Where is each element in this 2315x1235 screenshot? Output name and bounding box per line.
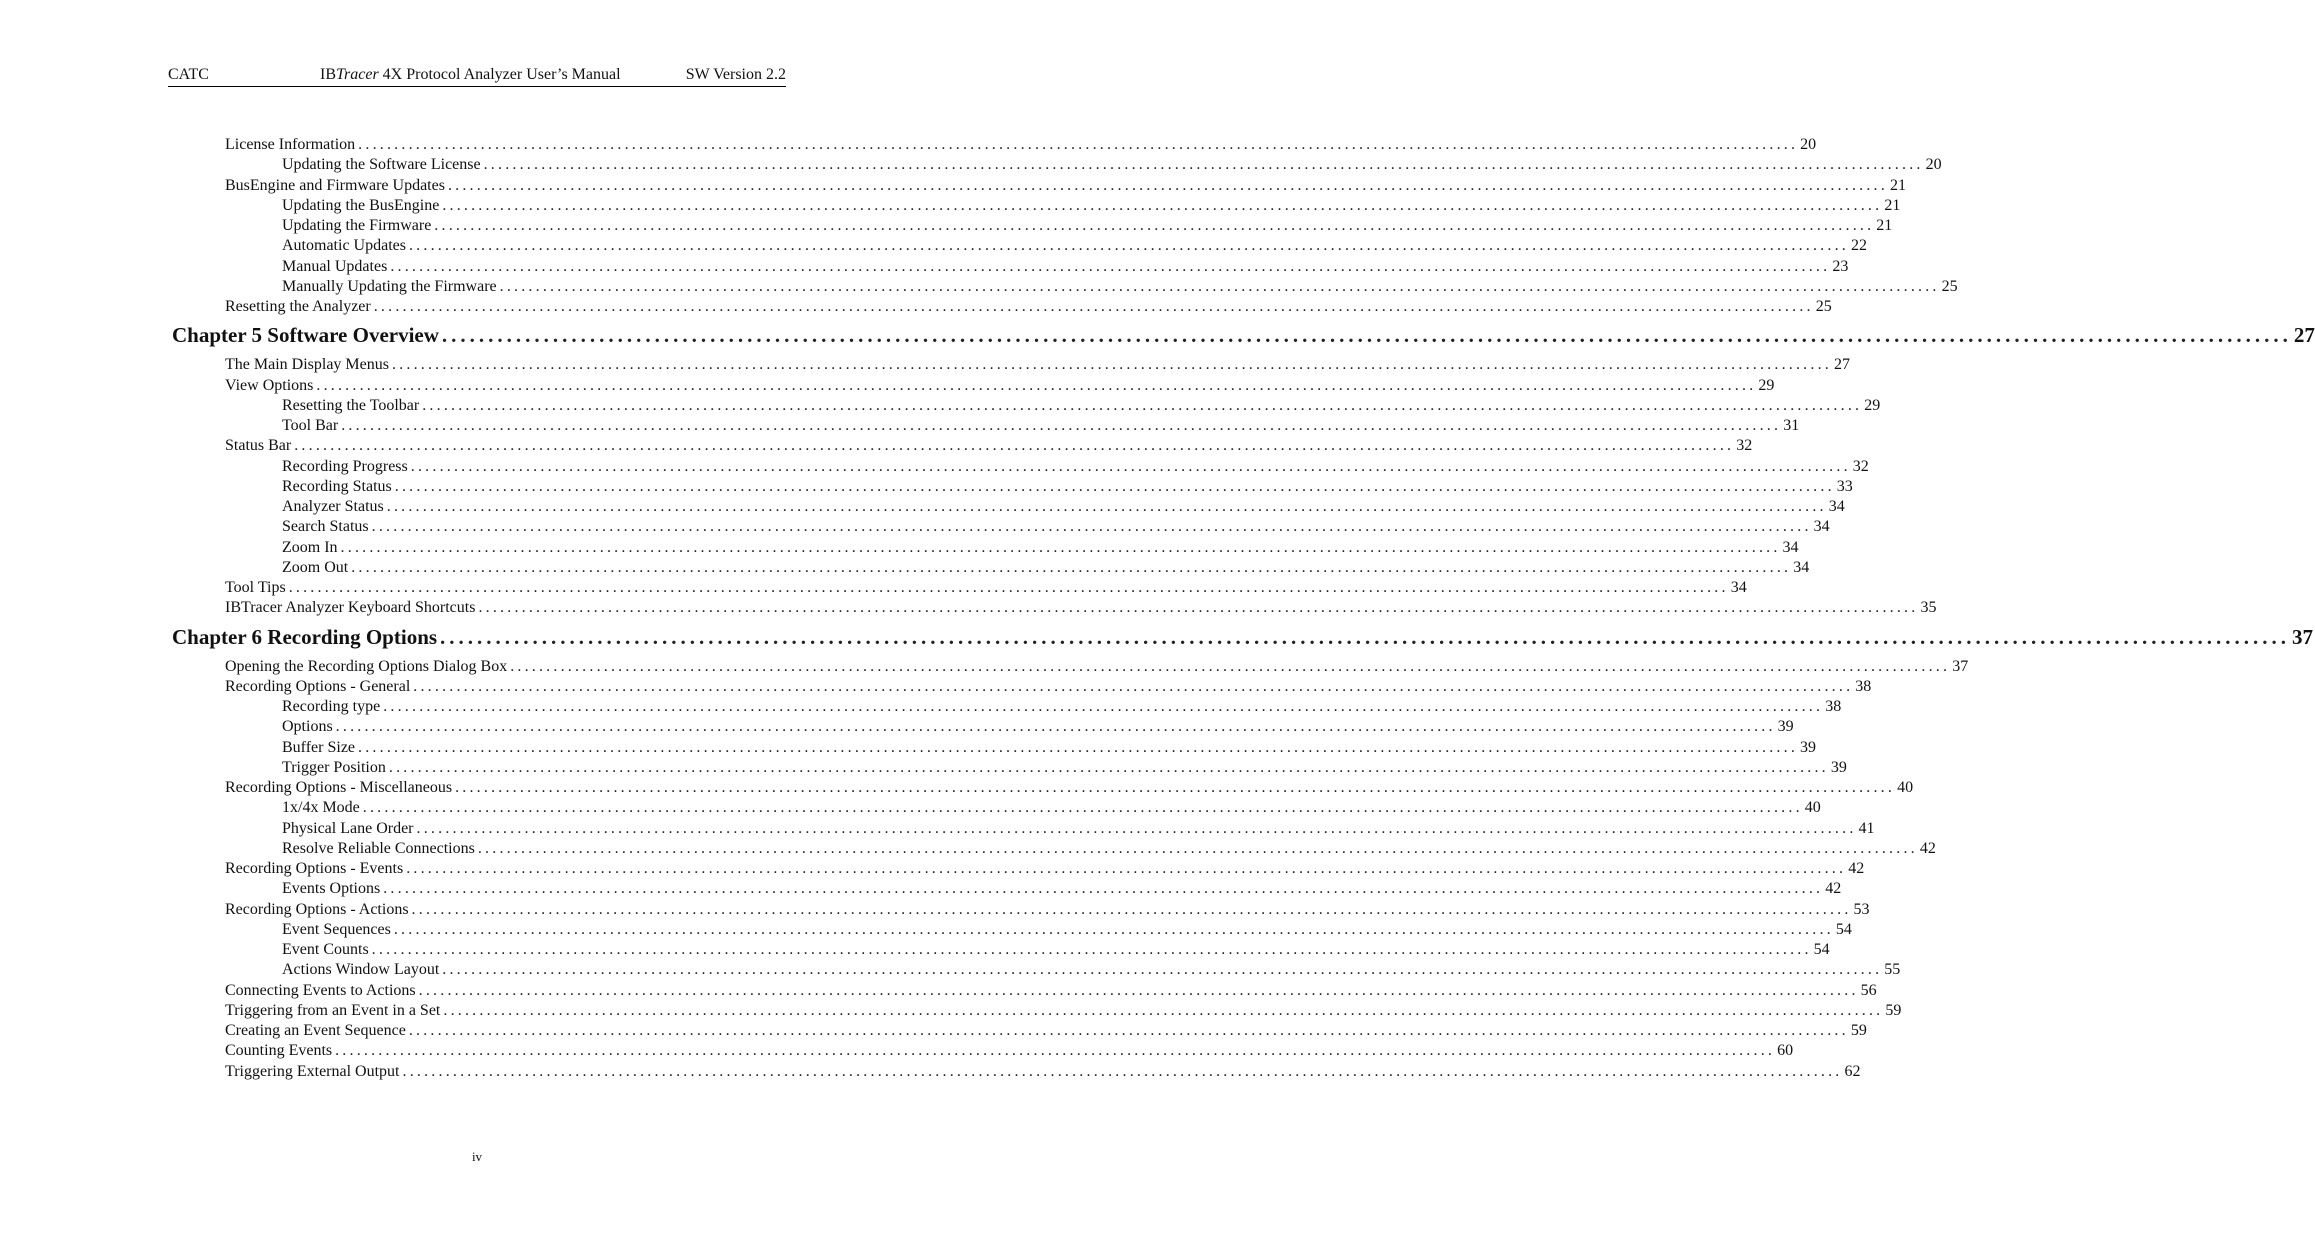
toc-entry[interactable] xyxy=(225,981,1877,1001)
toc-leader-dots: ........................................................................................................................................................................................................ xyxy=(406,860,1847,877)
toc-entry-title: Tool Tips xyxy=(225,579,286,596)
toc-entry-page: 40 xyxy=(1804,799,1821,817)
toc-entry-title: Recording type xyxy=(282,698,381,715)
toc-entry-title: Updating the Firmware xyxy=(282,217,432,234)
toc-entry[interactable] xyxy=(225,1001,1902,1021)
toc-entry[interactable] xyxy=(282,216,1893,236)
toc-leader-dots: ........................................................................................................................................................................................................ xyxy=(442,961,1883,979)
toc-leader-dots: ........................................................................................................................................................................................................ xyxy=(316,376,1757,394)
toc-entry-title: Analyzer Status xyxy=(282,498,384,515)
toc-entry[interactable] xyxy=(282,920,1852,940)
toc-entry-title: Resolve Reliable Connections xyxy=(282,839,475,857)
toc-entry-page: 20 xyxy=(1925,156,1942,174)
toc-entry-title: Status Bar xyxy=(225,437,292,455)
toc-entry-title: Chapter 6 Recording Options xyxy=(172,624,438,649)
toc-entry-title: Opening the Recording Options Dialog Box xyxy=(225,657,508,675)
toc-entry[interactable] xyxy=(282,940,1830,960)
toc-entry-title: Physical Lane Order xyxy=(282,819,414,837)
toc-leader-dots: ........................................................................................................................................................................................................ xyxy=(434,217,1875,234)
toc-entry[interactable] xyxy=(225,1041,1794,1061)
toc-entry[interactable] xyxy=(282,416,1800,436)
toc-leader-dots: ........................................................................................................................................................................................................ xyxy=(413,677,1854,695)
toc-entry-title: Tool Bar xyxy=(282,417,339,434)
toc-entry-page: 20 xyxy=(1800,136,1817,153)
toc-entry[interactable] xyxy=(225,859,1865,879)
toc-entry-page: 23 xyxy=(1832,257,1849,275)
toc-entry[interactable] xyxy=(282,396,1881,416)
toc-entry-page: 38 xyxy=(1825,698,1842,715)
toc-entry-title: Recording Status xyxy=(282,477,392,495)
toc-leader-dots: ........................................................................................................................................................................................................ xyxy=(441,323,2292,348)
header-title-rest: 4X Protocol Analyzer User’s Manual xyxy=(378,66,621,83)
toc-entry-title: Recording Options - General xyxy=(225,677,411,695)
toc-leader-dots: ........................................................................................................................................................................................................ xyxy=(371,518,1812,536)
toc-entry-page: 25 xyxy=(1941,277,1958,295)
toc-entry-page: 42 xyxy=(1919,839,1936,857)
toc-entry-page: 39 xyxy=(1830,758,1847,776)
toc-entry-title: Counting Events xyxy=(225,1042,333,1060)
toc-leader-dots: ........................................................................................................................................................................................................ xyxy=(388,758,1829,776)
toc-leader-dots: ........................................................................................................................................................................................................ xyxy=(294,437,1735,455)
toc-entry[interactable] xyxy=(282,477,1853,497)
toc-leader-dots: ........................................................................................................................................................................................................ xyxy=(383,698,1824,715)
toc-entry-title: Triggering External Output xyxy=(225,1062,400,1080)
toc-leader-dots: ........................................................................................................................................................................................................ xyxy=(478,599,1919,617)
toc-leader-dots: ........................................................................................................................................................................................................ xyxy=(411,900,1852,918)
toc-entry[interactable] xyxy=(282,236,1867,256)
toc-leader-dots: ........................................................................................................................................................................................................ xyxy=(390,257,1831,275)
toc-entry-title: Recording Options - Actions xyxy=(225,900,409,918)
toc-entry[interactable] xyxy=(282,558,1810,578)
toc-entry[interactable] xyxy=(225,1021,1867,1041)
toc-entry-page: 60 xyxy=(1777,1042,1794,1060)
toc-entry[interactable] xyxy=(225,657,1969,677)
toc-leader-dots: ........................................................................................................................................................................................................ xyxy=(410,457,1851,475)
toc-entry[interactable] xyxy=(225,578,1747,598)
toc-leader-dots: ........................................................................................................................................................................................................ xyxy=(288,579,1729,596)
toc-entry-title: Recording Options - Miscellaneous xyxy=(225,779,453,796)
toc-leader-dots: ........................................................................................................................................................................................................ xyxy=(443,1001,1884,1019)
toc-entry-page: 35 xyxy=(1920,599,1937,617)
header-title-italic: Tracer xyxy=(336,66,379,83)
toc-entry-title: View Options xyxy=(225,376,314,394)
toc-entry-title: Event Counts xyxy=(282,941,369,958)
toc-entry[interactable] xyxy=(225,900,1870,920)
toc-leader-dots: ........................................................................................................................................................................................................ xyxy=(402,1062,1843,1080)
toc-entry[interactable] xyxy=(282,839,1936,859)
toc-leader-dots: ........................................................................................................................................................................................................ xyxy=(440,624,2291,649)
toc-entry-page: 34 xyxy=(1813,518,1830,536)
toc-entry[interactable] xyxy=(282,517,1830,537)
toc-entry-page: 25 xyxy=(1815,298,1832,315)
toc-entry-page: 29 xyxy=(1758,376,1775,394)
toc-entry-page: 21 xyxy=(1889,176,1906,194)
toc-entry-page: 31 xyxy=(1783,417,1800,434)
toc-entry-title: Chapter 5 Software Overview xyxy=(172,323,439,348)
toc-leader-dots: ........................................................................................................................................................................................................ xyxy=(416,819,1857,837)
toc-entry[interactable] xyxy=(225,598,1937,618)
page-number: iv xyxy=(471,1149,483,1164)
toc-leader-dots: ........................................................................................................................................................................................................ xyxy=(499,277,1940,295)
toc-entry[interactable] xyxy=(282,960,1901,980)
toc-entry[interactable] xyxy=(282,257,1849,277)
toc-entry[interactable] xyxy=(225,778,1914,798)
toc-entry-title: Options xyxy=(282,718,333,736)
toc-entry-page: 59 xyxy=(1885,1001,1902,1019)
toc-leader-dots: ........................................................................................................................................................................................................ xyxy=(393,920,1834,938)
toc-entry-title: Manual Updates xyxy=(282,257,388,275)
toc-leader-dots: ........................................................................................................................................................................................................ xyxy=(383,880,1824,898)
toc-entry-title: Updating the Software License xyxy=(282,156,481,174)
toc-entry[interactable] xyxy=(282,538,1799,558)
toc-leader-dots: ........................................................................................................................................................................................................ xyxy=(447,176,1888,194)
toc-leader-dots: ........................................................................................................................................................................................................ xyxy=(386,498,1827,515)
toc-entry-page: 42 xyxy=(1848,860,1865,877)
toc-leader-dots: ........................................................................................................................................................................................................ xyxy=(455,779,1896,796)
toc-entry-title: Resetting the Analyzer xyxy=(225,298,371,315)
header-company: CATC xyxy=(168,66,209,83)
toc-entry-page: 34 xyxy=(1730,579,1747,596)
toc-entry[interactable] xyxy=(282,155,1942,175)
toc-leader-dots: ........................................................................................................................................................................................................ xyxy=(418,981,1859,999)
toc-entry[interactable] xyxy=(282,717,1794,737)
toc-leader-dots: ........................................................................................................................................................................................................ xyxy=(483,156,1924,174)
toc-entry[interactable] xyxy=(282,879,1842,899)
toc-entry[interactable] xyxy=(225,436,1753,456)
toc-entry-title: Manually Updating the Firmware xyxy=(282,277,497,295)
toc-entry-page: 32 xyxy=(1736,437,1753,455)
toc-entry-page: 42 xyxy=(1825,880,1842,898)
toc-entry-title: Connecting Events to Actions xyxy=(225,981,416,999)
toc-entry-title: BusEngine and Firmware Updates xyxy=(225,176,445,194)
toc-entry[interactable] xyxy=(225,677,1872,697)
toc-entry[interactable] xyxy=(282,497,1845,517)
toc-entry[interactable] xyxy=(282,697,1842,717)
toc-entry-page: 40 xyxy=(1897,779,1914,796)
toc-entry-page: 38 xyxy=(1855,677,1872,695)
header-version: SW Version 2.2 xyxy=(685,66,786,83)
toc-entry-page: 33 xyxy=(1836,477,1853,495)
toc-leader-dots: ........................................................................................................................................................................................................ xyxy=(358,738,1799,756)
toc-entry-title: Automatic Updates xyxy=(282,237,406,255)
toc-leader-dots: ........................................................................................................................................................................................................ xyxy=(371,941,1812,958)
toc-chapter-entry[interactable] xyxy=(172,321,2315,349)
toc-entry-title: Recording Progress xyxy=(282,457,408,475)
toc-entry-title: Zoom In xyxy=(282,538,338,556)
toc-leader-dots: ........................................................................................................................................................................................................ xyxy=(340,538,1781,556)
toc-entry[interactable] xyxy=(282,758,1847,778)
toc-leader-dots: ........................................................................................................................................................................................................ xyxy=(373,298,1814,315)
toc-entry-page: 37 xyxy=(1952,657,1969,675)
toc-entry-title: Event Sequences xyxy=(282,920,391,938)
toc-entry-title: 1x/4x Mode xyxy=(282,799,360,817)
toc-entry[interactable] xyxy=(225,135,1817,155)
toc-entry-page: 59 xyxy=(1850,1022,1867,1039)
toc-entry[interactable] xyxy=(282,798,1821,818)
toc-entry[interactable] xyxy=(225,176,1906,196)
toc-entry[interactable] xyxy=(225,1062,1861,1082)
toc-entry-title: Search Status xyxy=(282,518,369,536)
toc-leader-dots: ........................................................................................................................................................................................................ xyxy=(477,839,1918,857)
toc-entry-page: 34 xyxy=(1828,498,1845,515)
toc-entry-title: Resetting the Toolbar xyxy=(282,396,420,414)
toc-entry-title: License Information xyxy=(225,136,356,153)
toc-entry-page: 27 xyxy=(2293,323,2315,348)
toc-leader-dots: ........................................................................................................................................................................................................ xyxy=(408,1022,1849,1039)
toc-leader-dots: ........................................................................................................................................................................................................ xyxy=(335,718,1776,736)
toc-entry[interactable] xyxy=(282,196,1901,216)
toc-entry-title: Trigger Position xyxy=(282,758,386,776)
toc-chapter-entry[interactable] xyxy=(172,623,2314,651)
toc-entry[interactable] xyxy=(282,819,1875,839)
toc-leader-dots: ........................................................................................................................................................................................................ xyxy=(341,417,1782,434)
toc-entry-page: 22 xyxy=(1850,237,1867,255)
toc-entry[interactable] xyxy=(282,457,1869,477)
toc-entry-page: 27 xyxy=(1833,356,1850,374)
toc-entry-page: 56 xyxy=(1860,981,1877,999)
toc-leader-dots: ........................................................................................................................................................................................................ xyxy=(335,1042,1776,1060)
toc-entry-page: 37 xyxy=(2292,624,2314,649)
toc-entry-page: 21 xyxy=(1876,217,1893,234)
toc-entry-page: 54 xyxy=(1813,941,1830,958)
toc-entry-title: IBTracer Analyzer Keyboard Shortcuts xyxy=(225,599,476,617)
toc-leader-dots: ........................................................................................................................................................................................................ xyxy=(408,237,1849,255)
toc-entry[interactable] xyxy=(282,738,1817,758)
toc-entry-title: Zoom Out xyxy=(282,558,349,576)
toc-leader-dots: ........................................................................................................................................................................................................ xyxy=(358,136,1799,153)
toc-entry-page: 34 xyxy=(1782,538,1799,556)
toc-leader-dots: ........................................................................................................................................................................................................ xyxy=(362,799,1803,817)
toc-leader-dots: ........................................................................................................................................................................................................ xyxy=(510,657,1951,675)
toc-leader-dots: ........................................................................................................................................................................................................ xyxy=(391,356,1832,374)
toc-entry-title: Updating the BusEngine xyxy=(282,196,440,214)
toc-entry[interactable] xyxy=(282,277,1958,297)
toc-entry[interactable] xyxy=(225,376,1775,396)
toc-entry-title: Actions Window Layout xyxy=(282,961,440,979)
toc-entry-page: 55 xyxy=(1884,961,1901,979)
toc-entry-page: 39 xyxy=(1777,718,1794,736)
toc-leader-dots: ........................................................................................................................................................................................................ xyxy=(442,196,1883,214)
toc-entry-page: 41 xyxy=(1858,819,1875,837)
header-title-prefix: IB xyxy=(320,66,336,83)
toc-entry-title: Events Options xyxy=(282,880,381,898)
toc-entry[interactable] xyxy=(225,355,1850,375)
toc-entry-page: 62 xyxy=(1844,1062,1861,1080)
toc-leader-dots: ........................................................................................................................................................................................................ xyxy=(422,396,1863,414)
toc-leader-dots: ........................................................................................................................................................................................................ xyxy=(394,477,1835,495)
toc-entry-title: The Main Display Menus xyxy=(225,356,389,374)
toc-entry-page: 32 xyxy=(1852,457,1869,475)
toc-entry-title: Recording Options - Events xyxy=(225,860,404,877)
toc-entry-page: 34 xyxy=(1793,558,1810,576)
toc-entry-title: Triggering from an Event in a Set xyxy=(225,1001,441,1019)
toc-entry-page: 54 xyxy=(1835,920,1852,938)
toc-entry-page: 53 xyxy=(1853,900,1870,918)
toc-leader-dots: ........................................................................................................................................................................................................ xyxy=(351,558,1792,576)
toc-entry-title: Creating an Event Sequence xyxy=(225,1022,406,1039)
toc-entry-page: 21 xyxy=(1884,196,1901,214)
toc-entry-page: 29 xyxy=(1864,396,1881,414)
toc-entry-title: Buffer Size xyxy=(282,738,356,756)
toc-entry-page: 39 xyxy=(1800,738,1817,756)
toc-entry[interactable] xyxy=(225,297,1832,317)
